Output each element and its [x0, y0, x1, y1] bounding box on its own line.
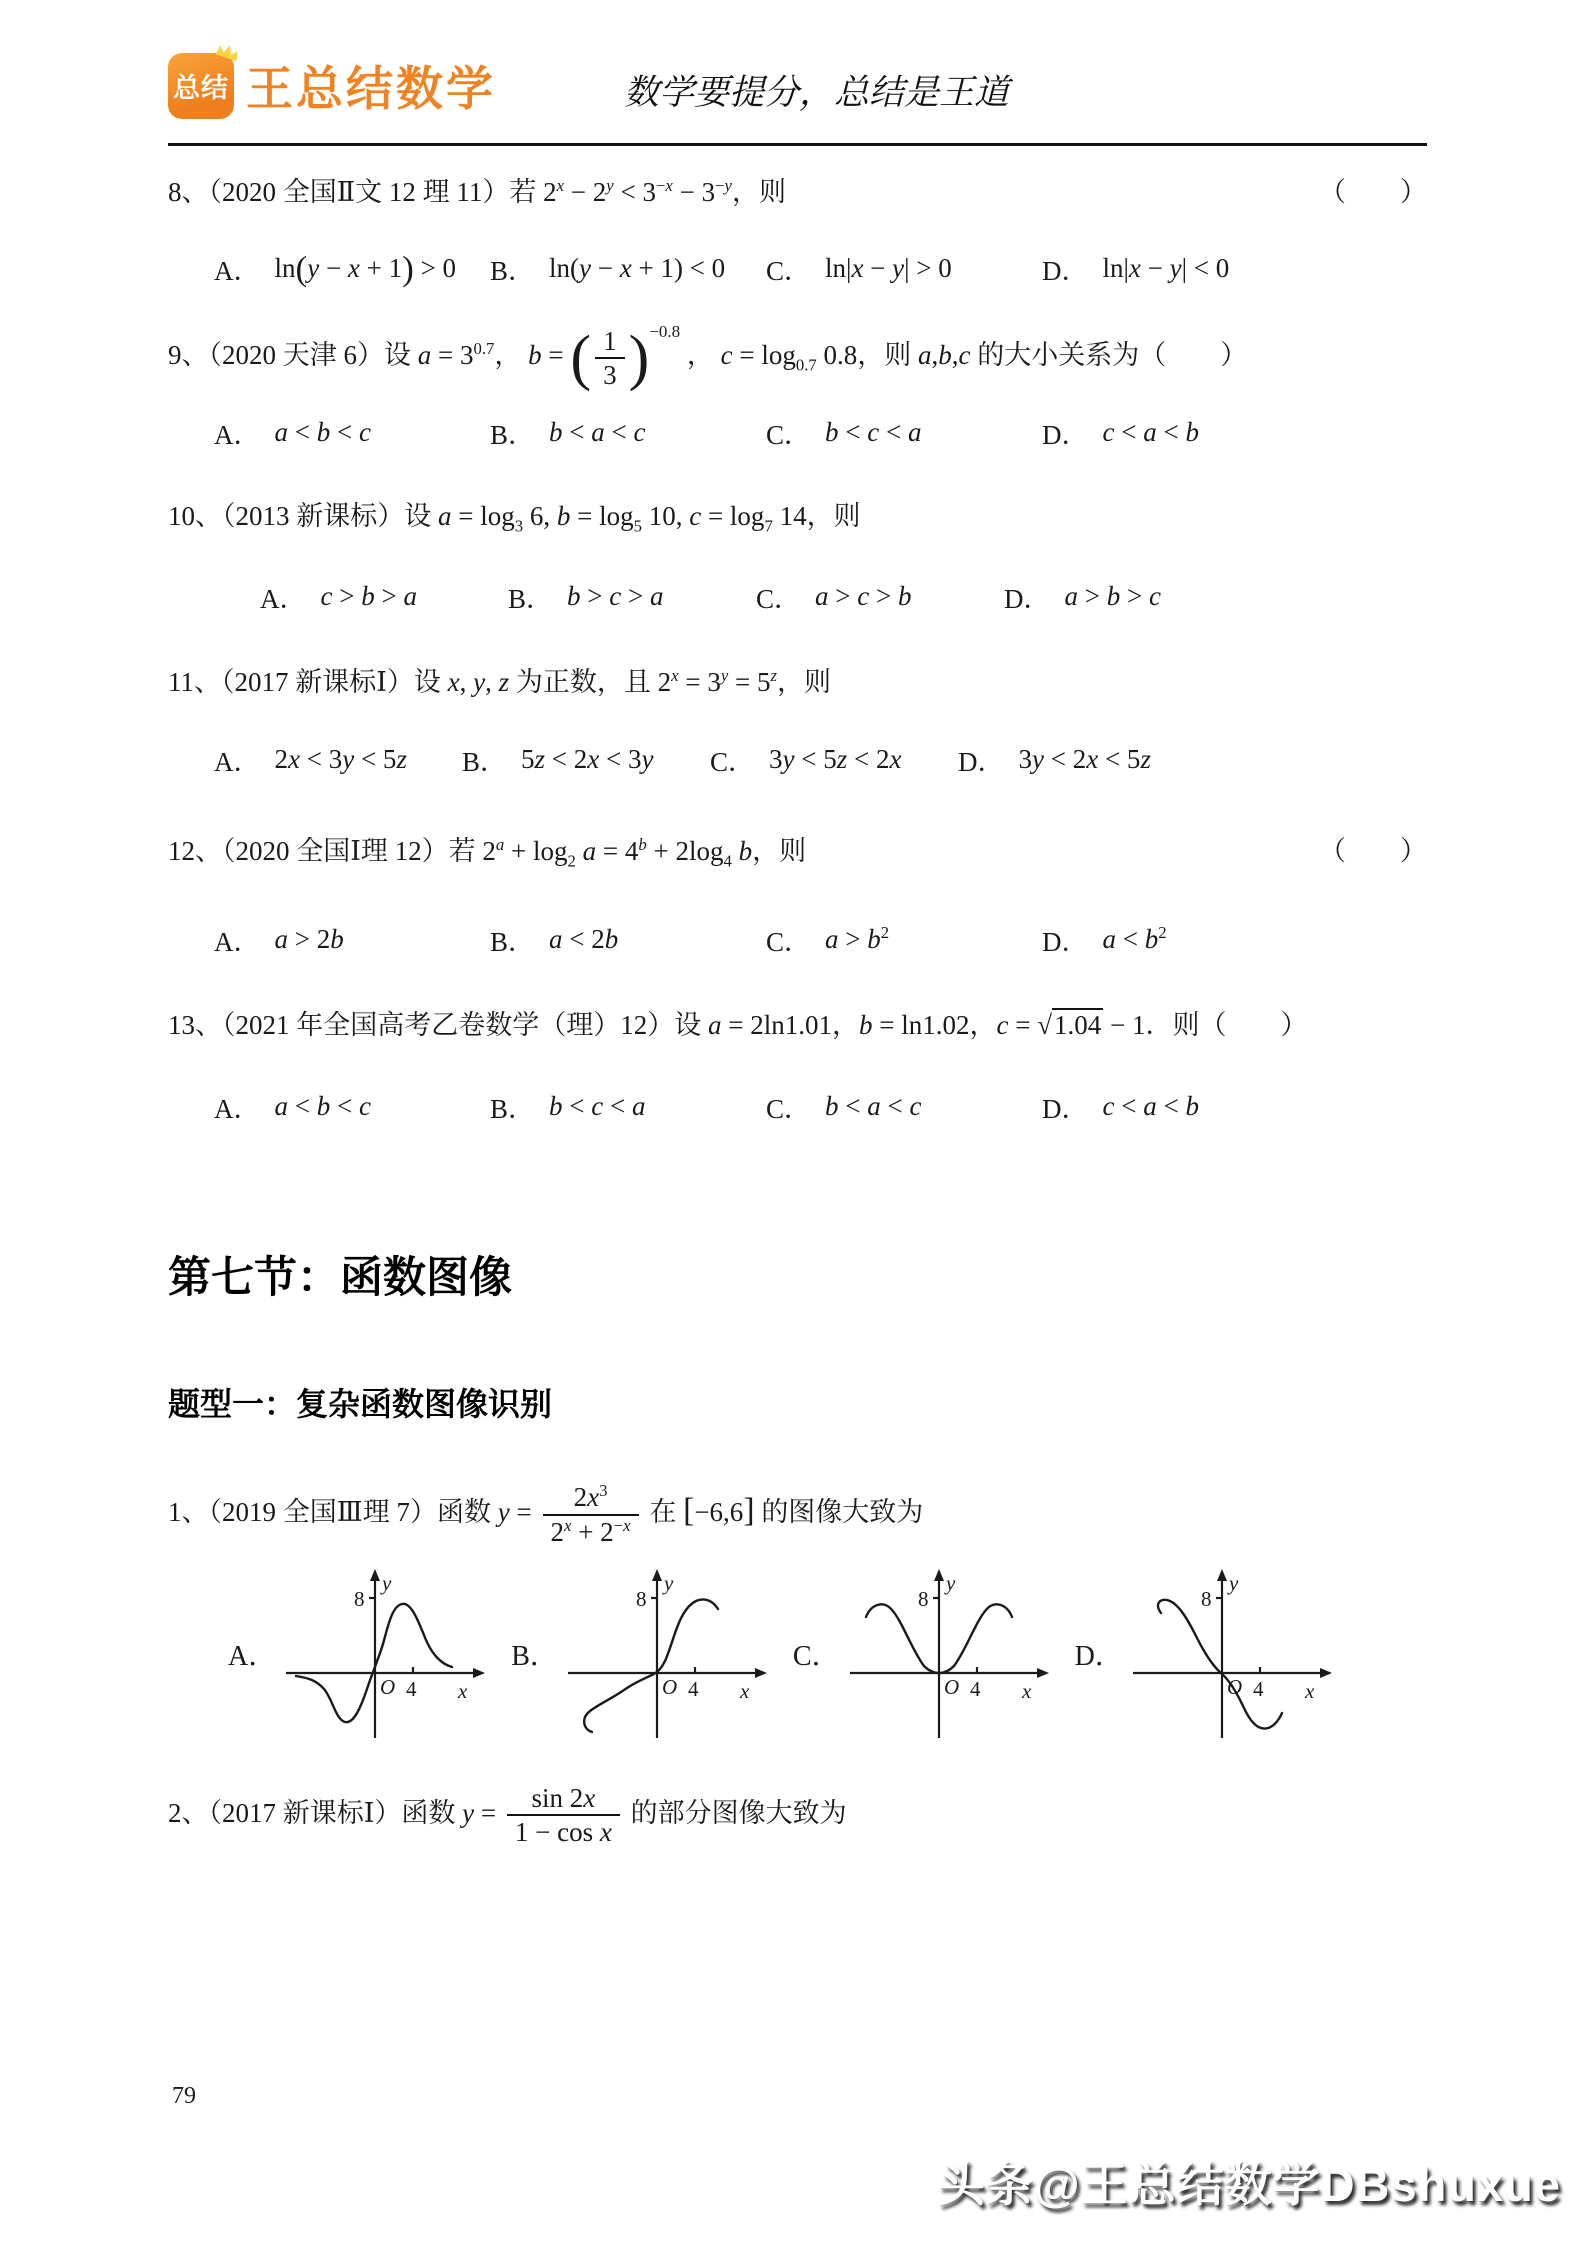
question-8 [168, 172, 1427, 289]
question-stem: 9、（2020 天津 6）设 $a = 3^{0.7}$， b = ( $\frac{1}{3}$ )−0.8 ， $c = \log_{0.7} 0.8$，则 a,b,c 的大小关系为（ ） [168, 322, 1248, 392]
option-b: B． ln(y − x + 1) < 0 [490, 253, 726, 286]
option-a: A． a < b < c [214, 1091, 371, 1125]
page-number: 79 [172, 2083, 196, 2109]
option-c: C． 3y < 5z < 2x [710, 744, 902, 778]
question-stem: 12、（2020 全国Ⅰ理 12）若 $2^a + \log_2 a = 4^b + 2\log_4$ b，则 [168, 835, 807, 871]
graph-choices [228, 1568, 1427, 1740]
question-stem: 13、（2021 年全国高考乙卷数学（理）12）设 a = 2ln1.01，b = ln1.02，c = √1.04 − 1．则（ ） [168, 1009, 1308, 1040]
option-b: B． b < c < a [490, 1091, 646, 1125]
question-10 [168, 496, 1427, 615]
y-axis-label: y [382, 1571, 392, 1596]
x-axis-label: x [1304, 1679, 1315, 1704]
choice-d: D． y 8 O 4 x [1075, 1568, 1332, 1740]
brand-badge-label: 总结 [173, 73, 229, 103]
question-stem: 2、（2017 新课标Ⅰ）函数 y = $\frac{\sin 2x}{\text{1 − cos x}}$ 的部分图像大致为 [168, 1783, 847, 1848]
option-c: C． b < c < a [766, 417, 922, 451]
y-axis-label: y [945, 1571, 955, 1596]
curve-d [1158, 1600, 1282, 1729]
brand-name: 王总结数学 [246, 62, 496, 115]
crown-icon [213, 40, 242, 62]
y-tick-label: 8 [635, 1587, 647, 1612]
graph-option-b [562, 1568, 767, 1740]
y-tick-label: 8 [1200, 1587, 1212, 1612]
x-axis-label: x [739, 1679, 750, 1704]
x-axis-label: x [1021, 1679, 1031, 1704]
option-b: B． b < a < c [490, 417, 646, 451]
x-tick-label: 4 [969, 1677, 981, 1702]
header-tagline: 数学要提分，总结是王道 [624, 73, 1010, 112]
x-tick-label: 4 [406, 1677, 417, 1702]
x-tick-label: 4 [1252, 1677, 1264, 1702]
origin-label: O [380, 1675, 396, 1700]
option-d: D． 3y < 2x < 5z [958, 744, 1151, 778]
options-row [168, 1087, 1427, 1126]
question-stem: 10、（2013 新课标）设 $a = \log_3 6$, $b = \log_5 10$, $c = \log_7 14$，则 [168, 501, 861, 536]
option-b: B． 5z < 2x < 3y [462, 744, 654, 778]
answer-bracket: （ ） [1319, 177, 1427, 207]
answer-bracket: （ ） [1319, 836, 1427, 867]
y-axis-label: y [663, 1571, 674, 1596]
options-row [168, 413, 1427, 452]
option-d: D． ln|x − y| < 0 [1042, 253, 1230, 286]
question-11 [168, 662, 1427, 780]
options-row [168, 740, 1427, 779]
x-axis-label: x [458, 1679, 468, 1704]
choice-a: A． y 8 O 4 x [228, 1568, 485, 1740]
graph-option-a [280, 1568, 485, 1740]
question-g2 [168, 1780, 1427, 1851]
option-c: C． b < a < c [766, 1091, 922, 1125]
question-stem: 8、（2020 全国Ⅱ文 12 理 11）若 $2^x - 2^y < 3^{-x} - 3^{-y}$，则 [168, 176, 786, 207]
options-row [168, 920, 1427, 959]
origin-label: O [943, 1675, 959, 1700]
graph-option-c [844, 1568, 1049, 1740]
origin-label: O [661, 1675, 678, 1700]
question-g1 [168, 1479, 1427, 1740]
option-d: D． a > b > c [1004, 580, 1161, 614]
header-rule [168, 143, 1427, 146]
option-d: D． $a < b^2$ [1042, 923, 1167, 957]
origin-label: O [1226, 1675, 1243, 1700]
options-row [168, 577, 1427, 616]
choice-b: B． y 8 O 4 x [511, 1568, 767, 1740]
y-tick-label: 8 [917, 1587, 929, 1612]
brand-logo [168, 52, 496, 119]
y-tick-label: 8 [354, 1587, 365, 1612]
option-a: A． a < b < c [214, 417, 371, 451]
choice-c: C． y 8 O 4 x [793, 1568, 1049, 1740]
x-tick-label: 4 [687, 1677, 699, 1702]
options-row [168, 249, 1427, 289]
question-stem: 1、（2019 全国Ⅲ理 7）函数 y = $\frac{2x^3}{2^x + 2^{-x}}$ 在 [−6,6] 的图像大致为 [168, 1481, 924, 1547]
question-12 [168, 831, 1427, 958]
option-d: D． c < a < b [1042, 1091, 1199, 1125]
option-c: C． ln|x − y| > 0 [766, 253, 952, 286]
option-d: D． c < a < b [1042, 417, 1199, 451]
option-a: A． ln(y − x + 1) > 0 [214, 248, 457, 288]
option-b: B． a < 2b [490, 923, 619, 957]
option-a: A． 2x < 3y < 5z [214, 744, 407, 778]
option-b: B． b > c > a [508, 580, 664, 614]
y-axis-label: y [1228, 1571, 1239, 1596]
question-13 [168, 1005, 1427, 1127]
brand-badge [168, 53, 234, 119]
curve-b [584, 1599, 718, 1732]
subsection-title: 题型一：复杂函数图像识别 [168, 1386, 553, 1423]
option-c: C． a > c > b [756, 580, 912, 614]
page-header [168, 0, 1427, 119]
question-9 [168, 323, 1427, 453]
question-stem: 11、（2017 新课标Ⅰ）设 x, y, z 为正数，且 $2^x = 3^y = 5^z$，则 [168, 665, 832, 697]
option-a: A． c > b > a [260, 580, 417, 614]
option-c: C． $a > b^2$ [766, 923, 890, 957]
option-a: A． a > 2b [214, 923, 344, 957]
watermark: 头条@王总结数学DBshuxue [937, 2158, 1561, 2211]
graph-option-d [1127, 1568, 1332, 1740]
section-title: 第七节：函数图像 [168, 1254, 512, 1303]
